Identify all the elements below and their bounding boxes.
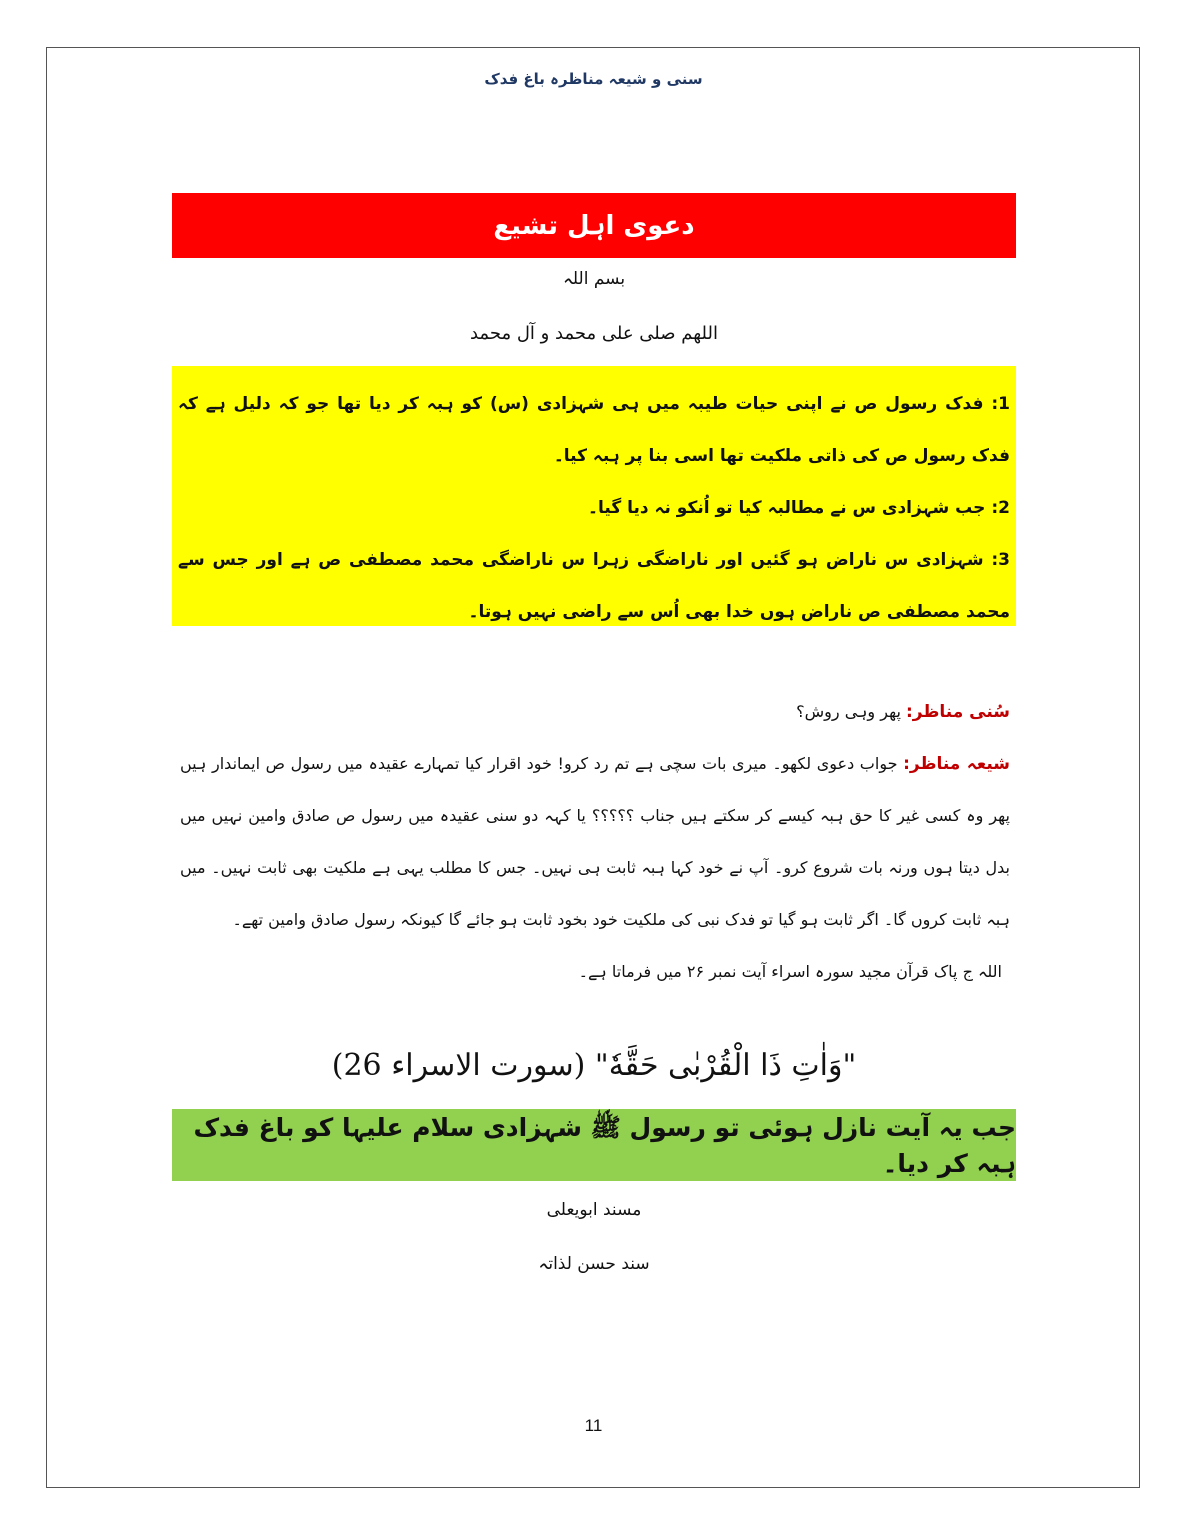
revelation-banner <box>172 1109 1016 1181</box>
verse-intro-text: اللہ ج پاک قرآن مجید سورہ اسراء آیت نمبر ۲۶ میں فرماتا ہے۔ <box>578 962 1002 981</box>
claims-box <box>172 366 1016 626</box>
dialogue-shia <box>180 738 1010 946</box>
revelation-banner-text: جب یہ آیت نازل ہوئی تو رسول ﷺ شہزادی سلام علیہا کو باغ فدک ہبہ کر دیا۔ <box>193 1113 1016 1178</box>
running-header: سنی و شیعہ مناظرہ باغ فدک <box>484 70 703 88</box>
quran-verse: "وَاٰتِ ذَا الْقُرْبٰى حَقَّهٗ" (سورت الاسراء 26) <box>331 1048 857 1083</box>
source-grading: سند حسن لذاتہ <box>538 1254 650 1274</box>
speaker-sunni: سُنی مناظر: <box>905 702 1010 722</box>
claim-banner-title: دعوی اہل تشیع <box>493 210 695 241</box>
dialogue-sunni-text: پھر وہی روش؟ <box>796 702 906 721</box>
claim-2: 2: جب شہزادی س نے مطالبہ کیا تو اُنکو نہ دیا گیا۔ <box>588 498 1010 518</box>
bismillah: بسم اللہ <box>562 269 626 289</box>
claim-3: 3: شہزادی س ناراض ہو گئیں اور ناراضگی زہرا س ناراضگی محمد مصطفی ص ہے اور جس سے محمد مصطفی ص ناراض ہوں خدا بھی اُس سے راضی نہیں ہوتا۔ <box>178 550 1010 622</box>
source-book: مسند ابویعلی <box>546 1200 642 1220</box>
claim-banner <box>172 193 1016 258</box>
verse-intro <box>180 946 1010 998</box>
dialogue-sunni <box>180 686 1010 738</box>
page-number: 11 <box>584 1416 603 1435</box>
salawat: اللھم صلی علی محمد و آل محمد <box>469 323 718 344</box>
dialogue-section <box>180 686 1010 998</box>
dialogue-shia-text: جواب دعوی لکھو۔ میری بات سچی ہے تم رد کرو! خود اقرار کیا تمہارے عقیدہ میں رسول ص ایماندار ہیں پھر وہ کسی غیر کا حق ہبہ کیسے کر سکتے ہیں جناب ؟؟؟؟؟ یا کہہ دو سنی عقیدہ میں رسول ص صادق وامین نہیں میں بدل دیتا ہوں ورنہ بات شروع کرو۔ آپ نے خود کہا ہبہ ثابت ہی نہیں۔ جس کا مطلب یہی ہے ملکیت بھی ثابت نہیں۔ میں ہبہ ثابت کروں گا۔ اگر ثابت ہو گیا تو فدک نبی کی ملکیت خود بخود ثابت ہو جائے گا کیونکہ رسول صادق وامین تھے۔ <box>180 754 1010 929</box>
speaker-shia: شیعہ مناظر: <box>903 754 1010 774</box>
claim-1: 1: فدک رسول ص نے اپنی حیات طیبہ میں ہی شہزادی (س) کو ہبہ کر دیا تھا جو کہ دلیل ہے کہ فدک رسول ص کی ذاتی ملکیت تھا اسی بنا پر ہبہ کیا۔ <box>178 394 1010 466</box>
